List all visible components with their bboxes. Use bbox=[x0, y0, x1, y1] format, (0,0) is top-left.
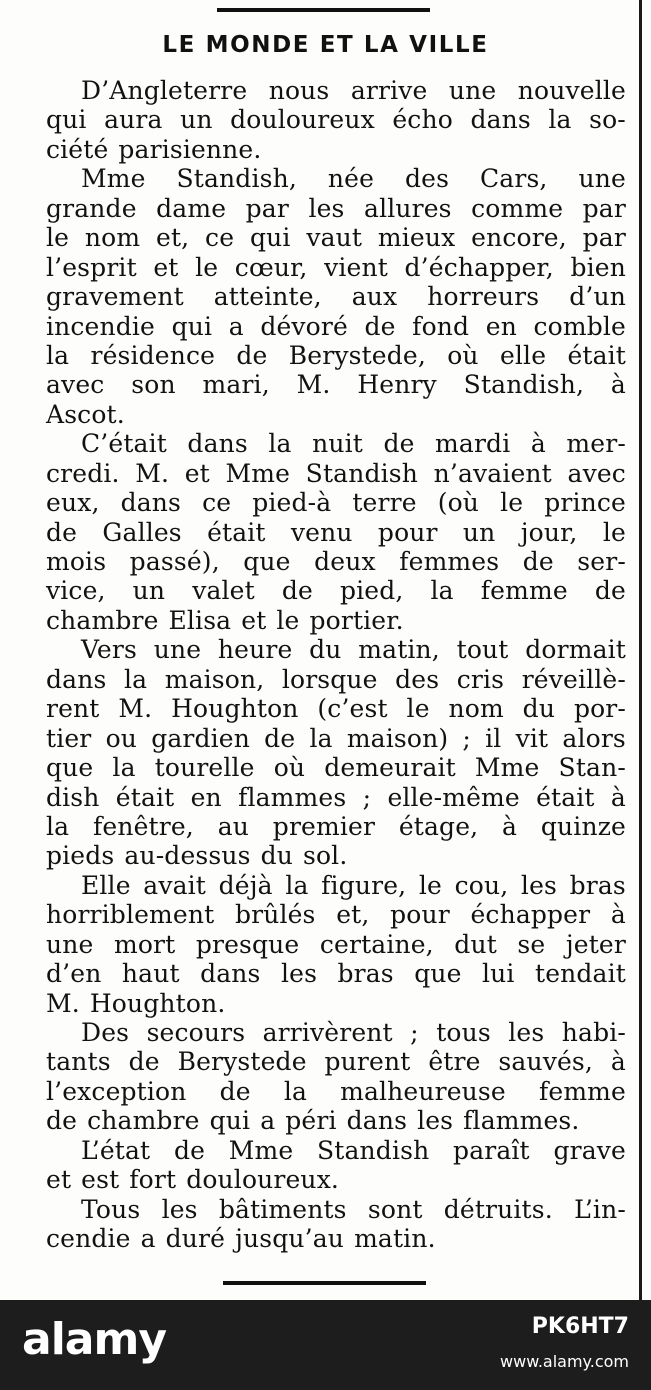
text-line: M. Houghton. bbox=[46, 988, 226, 1018]
text-line: Tous les bâtiments sont détruits. L’in- bbox=[81, 1194, 626, 1224]
text-line: mois passé), que deux femmes de ser- bbox=[46, 547, 626, 576]
article-paragraph bbox=[46, 871, 626, 1018]
top-divider-rule bbox=[217, 8, 430, 12]
article-paragraph bbox=[46, 1018, 626, 1136]
text-line: avec son mari, M. Henry Standish, à bbox=[46, 370, 626, 400]
text-line: ciété parisienne. bbox=[46, 134, 262, 164]
text-line: l’exception de la malheureuse femme bbox=[46, 1076, 626, 1106]
text-line: la fenêtre, au premier étage, à quinze bbox=[46, 811, 626, 841]
text-line: grande dame par les allures comme par bbox=[46, 193, 626, 223]
text-line: rent M. Houghton (c’est le nom du por- bbox=[46, 694, 626, 724]
text-line: Vers une heure du matin, tout dormait bbox=[81, 635, 626, 665]
article-paragraph bbox=[46, 1136, 626, 1195]
image-id: PK6HT7 bbox=[531, 1314, 629, 1339]
article-paragraph bbox=[46, 1195, 626, 1254]
text-line: credi. M. et Mme Standish n’avaient avec bbox=[46, 458, 626, 488]
text-line: cendie a duré jusqu’au matin. bbox=[46, 1224, 436, 1254]
text-line: vice, un valet de pied, la femme de bbox=[46, 576, 626, 606]
text-line: Ascot. bbox=[46, 399, 125, 429]
text-line: de Galles était venu pour un jour, le bbox=[46, 517, 626, 547]
text-line: qui aura un douloureux écho dans la so- bbox=[46, 105, 626, 135]
site-url: www.alamy.com bbox=[500, 1352, 629, 1371]
text-line: de chambre qui a péri dans les flammes. bbox=[46, 1106, 580, 1136]
text-line: chambre Elisa et le portier. bbox=[46, 605, 404, 635]
text-line: Elle avait déjà la figure, le cou, les bras bbox=[81, 870, 626, 900]
text-line: d’en haut dans les bras que lui tendait bbox=[46, 959, 626, 989]
article-paragraph bbox=[46, 76, 626, 164]
text-line: horriblement brûlés et, pour échapper à bbox=[46, 900, 626, 930]
text-line: tier ou gardien de la maison) ; il vit alors bbox=[46, 723, 626, 753]
text-line: gravement atteinte, aux horreurs d’un bbox=[46, 282, 626, 312]
column-border bbox=[639, 0, 642, 1300]
text-line: une mort presque certaine, dut se jeter bbox=[46, 929, 626, 959]
text-line: l’esprit et le cœur, vient d’échapper, bien bbox=[46, 252, 626, 282]
text-line: dans la maison, lorsque des cris réveillè- bbox=[46, 664, 626, 694]
text-line: la résidence de Berystede, où elle était bbox=[46, 340, 626, 370]
text-line: incendie qui a dévoré de fond en comble bbox=[46, 311, 626, 341]
text-line: que la tourelle où demeurait Mme Stan- bbox=[46, 753, 626, 783]
alamy-logo: alamy bbox=[22, 1314, 166, 1365]
text-line: dish était en flammes ; elle-même était à bbox=[46, 782, 626, 812]
text-line: pieds au-dessus du sol. bbox=[46, 841, 348, 871]
text-line: C’était dans la nuit de mardi à mer- bbox=[81, 429, 626, 459]
article-paragraph bbox=[46, 429, 626, 635]
text-line: eux, dans ce pied-à terre (où le prince bbox=[46, 488, 626, 518]
text-line: le nom et, ce qui vaut mieux encore, par bbox=[46, 223, 626, 253]
text-line: Mme Standish, née des Cars, une bbox=[81, 164, 626, 194]
text-line: D’Angleterre nous arrive une nouvelle bbox=[81, 76, 626, 105]
article-headline: LE MONDE ET LA VILLE bbox=[162, 32, 489, 58]
text-line: tants de Berystede purent être sauvés, à bbox=[46, 1047, 626, 1077]
article-paragraph bbox=[46, 164, 626, 429]
article-paragraph bbox=[46, 635, 626, 871]
bottom-divider-rule bbox=[223, 1281, 426, 1285]
text-line: L’état de Mme Standish paraît grave bbox=[81, 1135, 626, 1165]
text-line: Des secours arrivèrent ; tous les habi- bbox=[81, 1018, 626, 1047]
article-body bbox=[46, 76, 626, 1254]
text-line: et est fort douloureux. bbox=[46, 1165, 340, 1195]
watermark-banner bbox=[0, 1300, 651, 1390]
